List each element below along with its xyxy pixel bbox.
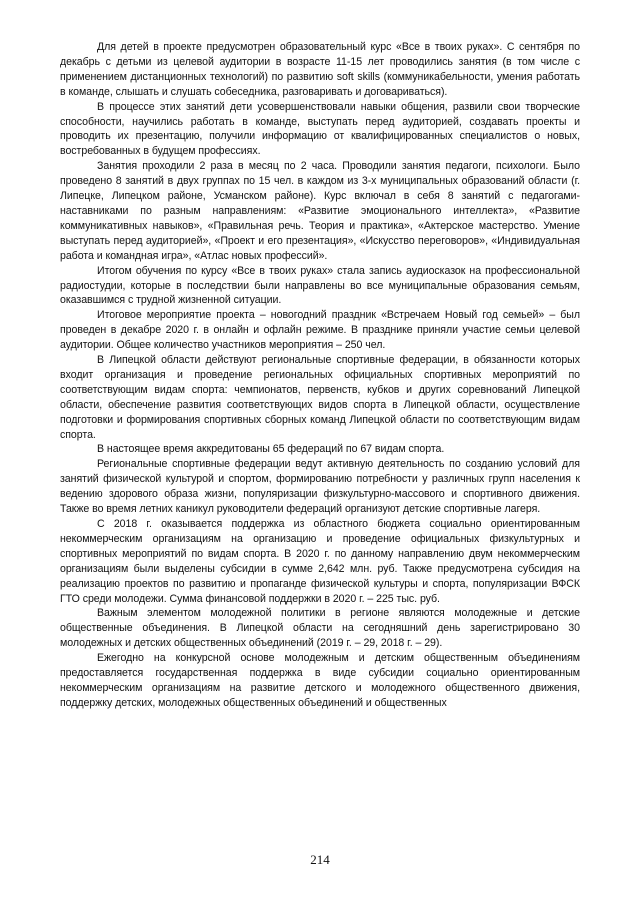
paragraph-budget-support: С 2018 г. оказывается поддержка из областного бюджета социально ориентированным некоммерческим организациям на организацию и проведение официальных физкультурных и спортивных мероприятий по видам спорта. В 2020 г. по данному направлению двум некоммерческим организациям были выделены субсидии в сумме 2,642 млн. руб. Также предусмотрена субсидия на реализацию проектов по развитию и пропаганде физической культуры и спорта, популяризации ВФСК ГТО среди молодежи. Сумма финансовой поддержки в 2020 г. – 225 тыс. руб. bbox=[60, 518, 580, 605]
paragraph-state-support: Ежегодно на конкурсной основе молодежным и детским общественным объединениям предоставляется государственная поддержка в виде субсидии социально ориентированным некоммерческим организациям на развитие детского и молодежного общественного движения, поддержку детских, молодежных общественных объединений и общественных bbox=[60, 652, 580, 709]
paragraph-sessions: Занятия проходили 2 раза в месяц по 2 часа. Проводили занятия педагоги, психологи. Было проведено 8 занятий в двух группах по 15 чел. в каждом из 3-х муниципальных образований области (г. Липецке, Липецком районе, Усманском районе). Курс включал в себя 8 занятий с педагогами-наставниками по разным направлениям: «Развитие эмоционального интеллекта», «Развитие коммуникативных навыков», «Правильная речь. Теория и практика», «Актерское мастерство. Умение выступать перед аудиторией», «Проект и его презентация», «Искусство переговоров», «Индивидуальная работа и командная игра», «Атлас новых профессий». bbox=[60, 160, 580, 262]
paragraph-federation-activity: Региональные спортивные федерации ведут активную деятельность по созданию условий для занятий физической культурой и спортом, формированию потребности у различных групп населения к ведению здорового образа жизни, популяризации физкультурно-массового и спортивного движения. Также во время летних каникул руководители федераций организуют детские спортивные лагеря. bbox=[60, 458, 580, 516]
paragraph-course: Для детей в проекте предусмотрен образовательный курс «Все в твоих руках». С сентября по декабрь с детьми из целевой аудитории в возрасте 11-15 лет проводились занятия (в том числе с применением дистанционных технологий) по развитию soft skills (коммуникабельности, умения работать в команде, слышать и слушать собеседника, разговаривать и договариваться). bbox=[60, 41, 580, 98]
paragraph-accreditation: В настоящее время аккредитованы 65 федераций по 67 видам спорта. bbox=[97, 443, 445, 456]
document-page bbox=[60, 40, 580, 711]
paragraph-sport-federations: В Липецкой области действуют региональные спортивные федерации, в обязанности которых входит организация и проведение региональных официальных спортивных мероприятий по соответствующим видам спорта: чемпионатов, первенств, кубков и других соревнований Липецкой области, обеспечение развития соответствующих видов спорта в Липецкой области, осуществление подготовки и формирования спортивных сборных команд Липецкой области по соответствующим видам спорта. bbox=[60, 354, 580, 441]
paragraph-new-year-event: Итоговое мероприятие проекта – новогодний праздник «Встречаем Новый год семьей» – был проведен в декабре 2020 г. в онлайн и офлайн режиме. В празднике приняли участие семьи целевой аудитории. Общее количество участников мероприятия – 250 чел. bbox=[60, 309, 580, 352]
page-number: 214 bbox=[310, 852, 330, 867]
paragraph-skills: В процессе этих занятий дети усовершенствовали навыки общения, развили свои творческие способности, научились работать в команде, выступать перед аудиторией, создавать проекты и проводить их презентацию, получили информацию от квалифицированных специалистов о новых, востребованных в будущем профессиях. bbox=[60, 100, 580, 158]
paragraph-youth-associations: Важным элементом молодежной политики в регионе являются молодежные и детские общественные объединения. В Липецкой области на сегодняшний день зарегистрировано 30 молодежных и детских общественных объединений (2019 г. – 29, 2018 г. – 29). bbox=[60, 607, 580, 650]
paragraph-audio-tales: Итогом обучения по курсу «Все в твоих руках» стала запись аудиосказок на профессиональной радиостудии, которые в последствии были направлены во все муниципальные образования семьям, оказавшимся с трудной жизненной ситуации. bbox=[60, 264, 580, 307]
